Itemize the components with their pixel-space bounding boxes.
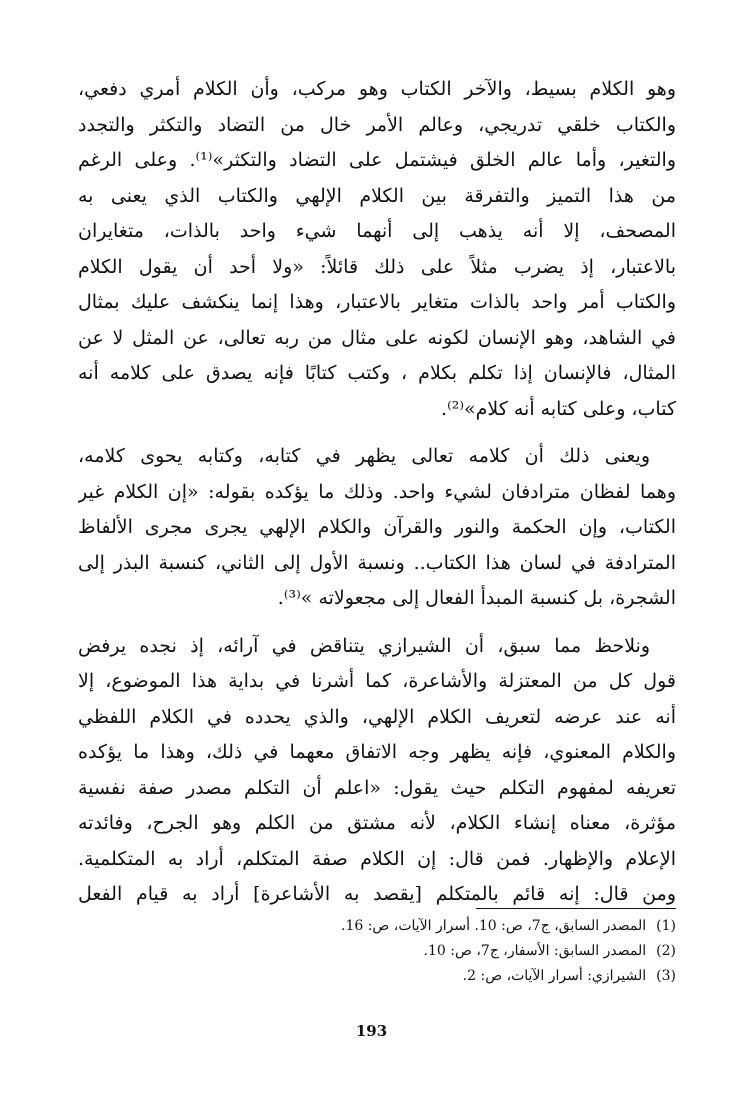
text-line: الكتاب، وإن الحكمة والنور والقرآن والكلام الإلهي يجرى مجرى الألفاظ bbox=[78, 516, 676, 538]
text-line: وهما لفظان مترادفان لشيء واحد. وذلك ما يؤكده بقوله: «إن الكلام غير bbox=[78, 480, 676, 503]
footnote-text: الشيرازي: أسرار الآيات، ص: 2. bbox=[462, 968, 647, 984]
text-line: الشجرة، بل كنسبة المبدأ الفعال إلى مجعولاته »⁽³⁾. bbox=[277, 587, 676, 609]
text-line: من هذا التميز والتفرقة بين الكلام الإلهي والكتاب الذي يعنى به bbox=[78, 184, 676, 207]
footnotes bbox=[78, 914, 676, 989]
text-line: كتاب، وعلى كتابه أنه كلام»⁽²⁾. bbox=[441, 397, 676, 420]
text-line: تعريفه لمفهوم التكلم حيث يقول: «اعلم أن التكلم مصدر صفة نفسية bbox=[78, 776, 676, 799]
text-line: أنه عند عرضه لتعريف الكلام الإلهي، والذي يحدده في الكلام اللفظي bbox=[78, 705, 676, 728]
text-line: والكتاب أمر واحد بالذات متغاير بالاعتبار، وهذا إنما ينكشف عليك بمثال bbox=[78, 291, 676, 313]
text-line: المصحف، إلا أنه يذهب إلى أنهما شيء واحد بالذات، متغايران bbox=[78, 220, 676, 242]
text-line: ويعنى ذلك أن كلامه تعالى يظهر في كتابه، وكتابه يحوى كلامه، bbox=[78, 445, 650, 467]
paragraph-1 bbox=[78, 72, 676, 427]
footnote-2 bbox=[78, 939, 676, 964]
paragraph-3 bbox=[78, 629, 676, 913]
text-line: في الشاهد، وهو الإنسان لكونه على مثال من ربه تعالى، عن المثل لا عن bbox=[78, 326, 676, 349]
text-line: ومن قال: إنه قائم بالمتكلم [يقصد به الأشاعرة] أراد به قيام الفعل bbox=[78, 883, 676, 905]
text-line: قول كل من المعتزلة والأشاعرة، كما أشرنا في بداية هذا الموضوع، إلا bbox=[78, 670, 676, 692]
text-line: ونلاحظ مما سبق، أن الشيرازي يتناقض في آرائه، إذ نجده يرفض bbox=[78, 634, 650, 657]
text-line: المثال، فالإنسان إذا تكلم بكلام ، وكتب كتابًا فإنه يصدق على كلامه أنه bbox=[78, 362, 676, 384]
text-line: المترادفة في لسان هذا الكتاب.. ونسبة الأول إلى الثاني، كنسبة البذر إلى bbox=[78, 551, 676, 574]
footnote-1 bbox=[78, 914, 676, 939]
page-number: 193 bbox=[355, 1022, 388, 1040]
footnote-number: (1) bbox=[656, 918, 676, 934]
text-line: والكتاب خلقي تدريجي، وعالم الأمر خال من التضاد والتكثر والتجدد bbox=[78, 113, 676, 136]
text-line: الإعلام والإظهار. فمن قال: إن الكلام صفة المتكلم، أراد به المتكلمية. bbox=[78, 847, 676, 870]
text-line: بالاعتبار، إذ يضرب مثلاً على ذلك قائلاً: «ولا أحد أن يقول الكلام bbox=[78, 255, 676, 278]
footnote-number: (3) bbox=[656, 968, 676, 984]
paragraph-2 bbox=[78, 439, 676, 617]
footnote-divider bbox=[476, 908, 676, 909]
text-line: والكلام المعنوي، فإنه يظهر وجه الاتفاق معهما في ذلك، وهذا ما يؤكده bbox=[78, 741, 676, 763]
footnote-text: المصدر السابق، ج7، ص: 10. أسرار الآيات، ص: 16. bbox=[340, 918, 647, 934]
footnote-text: المصدر السابق: الأسفار، ج7، ص: 10. bbox=[423, 943, 647, 959]
text-line: والتغير، وأما عالم الخلق فيشتمل على التضاد والتكثر»⁽¹⁾. وعلى الرغم bbox=[78, 149, 676, 171]
text-line: وهو الكلام بسيط، والآخر الكتاب وهو مركب، وأن الكلام أمري دفعي، bbox=[78, 78, 676, 100]
footnote-number: (2) bbox=[656, 943, 676, 959]
main-text bbox=[78, 72, 676, 925]
text-line: مؤثرة، معناه إنشاء الكلام، لأنه مشتق من الكلم وهو الجرح، وفائدته bbox=[78, 812, 676, 834]
footnote-3 bbox=[78, 964, 676, 989]
